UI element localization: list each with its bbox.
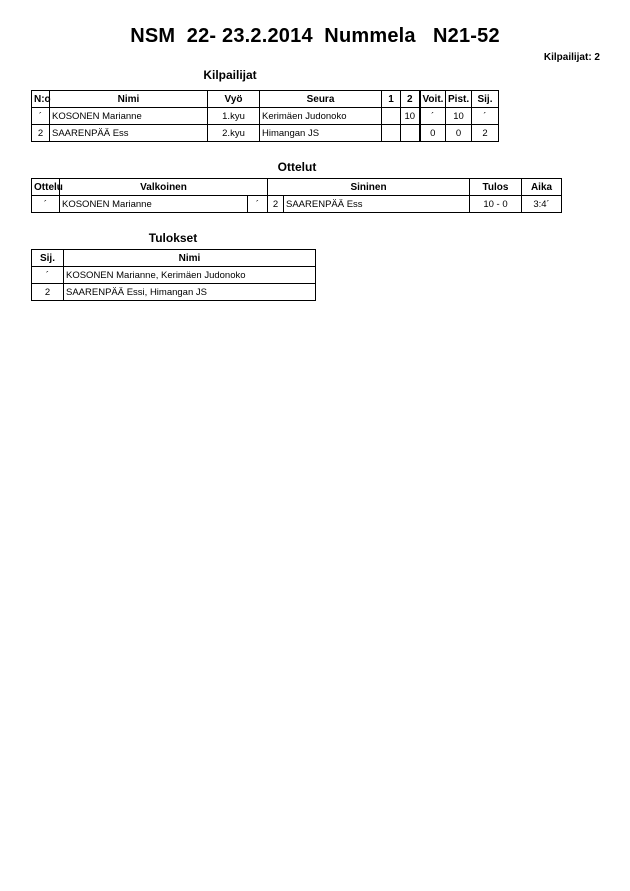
white-number-cell: ´ (248, 196, 268, 213)
name-cell: SAARENPÄÄ Ess (50, 125, 208, 142)
table-header-row (32, 250, 316, 267)
competitors-table (31, 90, 499, 142)
header-cell: N:o (32, 91, 50, 108)
header-cell: Seura (260, 91, 382, 108)
matches-title: Ottelut (277, 160, 317, 174)
competitors-title: Kilpailijat (203, 68, 257, 82)
placement-cell: 2 (32, 284, 64, 301)
matches-table (31, 178, 562, 213)
club-cell: Himangan JS (260, 125, 382, 142)
table-row (32, 284, 316, 301)
header-cell: Sij. (32, 250, 64, 267)
round-1-cell (382, 108, 401, 125)
results-table (31, 249, 316, 301)
blue-number-cell: 2 (268, 196, 284, 213)
header-cell: 1 (382, 91, 401, 108)
wins-cell: 0 (420, 125, 446, 142)
header-cell: Pist. (446, 91, 472, 108)
table-row (32, 267, 316, 284)
header-cell: Vyö (208, 91, 260, 108)
round-2-cell (401, 125, 420, 142)
number-cell: 2 (32, 125, 50, 142)
participant-count: Kilpailijat: 2 (543, 52, 600, 63)
table-header-row (32, 91, 499, 108)
result-name-cell: SAARENPÄÄ Essi, Himangan JS (64, 284, 316, 301)
wins-cell: ´ (420, 108, 446, 125)
header-cell: Tulos (470, 179, 522, 196)
page-title: NSM 22- 23.2.2014 Nummela N21-52 (130, 25, 500, 47)
header-cell: Aika (522, 179, 562, 196)
placement-cell: ´ (472, 108, 499, 125)
match-number-cell: ´ (32, 196, 60, 213)
table-row (32, 108, 499, 125)
placement-cell: ´ (32, 267, 64, 284)
belt-cell: 1.kyu (208, 108, 260, 125)
header-cell: Valkoinen (60, 179, 268, 196)
result-name-cell: KOSONEN Marianne, Kerimäen Judonoko (64, 267, 316, 284)
time-cell: 3:4´ (522, 196, 562, 213)
header-cell: Voit. (420, 91, 446, 108)
results-title: Tulokset (148, 231, 198, 245)
table-header-row (32, 179, 562, 196)
round-1-cell (382, 125, 401, 142)
name-cell: KOSONEN Marianne (50, 108, 208, 125)
points-cell: 10 (446, 108, 472, 125)
belt-cell: 2.kyu (208, 125, 260, 142)
number-cell: ´ (32, 108, 50, 125)
points-cell: 0 (446, 125, 472, 142)
blue-name-cell: SAARENPÄÄ Ess (284, 196, 470, 213)
header-cell: Nimi (50, 91, 208, 108)
club-cell: Kerimäen Judonoko (260, 108, 382, 125)
round-2-cell: 10 (401, 108, 420, 125)
table-row (32, 125, 499, 142)
header-cell: Sininen (268, 179, 470, 196)
header-cell: Ottelu (32, 179, 60, 196)
header-cell: 2 (401, 91, 420, 108)
score-cell: 10 - 0 (470, 196, 522, 213)
header-cell: Nimi (64, 250, 316, 267)
header-cell: Sij. (472, 91, 499, 108)
table-row (32, 196, 562, 213)
placement-cell: 2 (472, 125, 499, 142)
white-name-cell: KOSONEN Marianne (60, 196, 248, 213)
